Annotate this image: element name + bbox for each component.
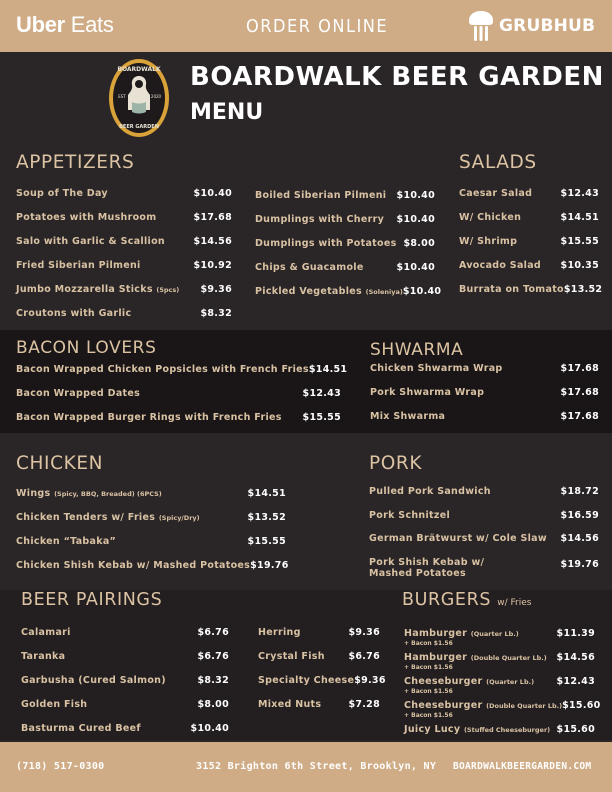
menu-item[interactable]: Chips & Guacamole $10.40 — [255, 262, 435, 273]
menu-item[interactable]: Mixed Nuts $7.28 — [258, 699, 380, 710]
menu-item[interactable]: Garbusha (Cured Salmon) $8.32 — [21, 675, 229, 686]
shwarma-title: SHWARMA — [370, 340, 464, 360]
bacon-lovers-title: BACON LOVERS — [16, 338, 157, 358]
restaurant-title: BOARDWALK BEER GARDEN — [190, 62, 604, 92]
menu-item[interactable]: Bacon Wrapped Dates $12.43 — [16, 388, 341, 399]
pork-title: PORK — [369, 453, 423, 474]
menu-item[interactable]: Dumplings with Potatoes $8.00 — [255, 238, 435, 249]
menu-item[interactable]: Chicken “Tabaka” $15.55 — [16, 536, 286, 547]
menu-item[interactable]: Soup of The Day $10.40 — [16, 188, 232, 199]
menu-item[interactable]: Chicken Tenders w/ Fries (Spicy/Dry) $13.52 — [16, 512, 286, 523]
menu-item[interactable]: Basturma Cured Beef $10.40 — [21, 723, 229, 734]
menu-item[interactable]: W/ Chicken $14.51 — [459, 212, 599, 223]
logo-top-text: BOARDWALK — [117, 66, 161, 73]
menu-item[interactable]: Mix Shwarma $17.68 — [370, 411, 599, 422]
appetizers-title: APPETIZERS — [16, 152, 135, 173]
menu-item[interactable]: Potatoes with Mushroom $17.68 — [16, 212, 232, 223]
grubhub-icon — [466, 9, 496, 43]
menu-item[interactable]: Pickled Vegetables (Soleniya) $10.40 — [255, 286, 442, 297]
menu-item[interactable]: Calamari $6.76 — [21, 627, 229, 638]
logo-year-text: 2020 — [150, 94, 162, 99]
menu-item[interactable]: Wings (Spicy, BBQ, Breaded) (6PCS) $14.51 — [16, 488, 286, 499]
menu-subtitle: MENU — [190, 100, 264, 125]
menu-item[interactable]: Specialty Cheese $9.36 — [258, 675, 386, 686]
menu-item[interactable]: Avocado Salad $10.35 — [459, 260, 599, 271]
website-link[interactable]: BOARDWALKBEERGARDEN.COM — [453, 761, 592, 772]
grubhub-logo[interactable] — [466, 9, 595, 43]
menu-item[interactable]: Jumbo Mozzarella Sticks (5pcs) $9.36 — [16, 284, 232, 295]
menu-item[interactable]: Pork Shish Kebab w/ Mashed Potatoes $19.76 — [369, 557, 599, 579]
menu-item[interactable]: Boiled Siberian Pilmeni $10.40 — [255, 190, 435, 201]
menu-item[interactable]: Taranka $6.76 — [21, 651, 229, 662]
menu-item[interactable]: Chicken Shish Kebab w/ Mashed Potatoes $19.76 — [16, 560, 289, 571]
menu-item[interactable]: Burrata on Tomato $13.52 — [459, 284, 603, 295]
beer-garden-logo — [108, 58, 170, 138]
menu-item[interactable]: Crystal Fish $6.76 — [258, 651, 380, 662]
menu-item[interactable]: W/ Shrimp $15.55 — [459, 236, 599, 247]
address: 3152 Brighton 6th Street, Brooklyn, NY — [196, 761, 437, 772]
menu-item[interactable]: Herring $9.36 — [258, 627, 380, 638]
uber-eats-logo[interactable]: Uber Eats — [16, 12, 114, 37]
menu-item[interactable]: Bacon Wrapped Burger Rings with French Fries $15.55 — [16, 412, 341, 423]
menu-item[interactable]: Pork Schnitzel $16.59 — [369, 510, 599, 521]
menu-item[interactable]: Hamburger (Double Quarter Lb.) + Bacon $1.56 $14.56 — [404, 652, 595, 671]
menu-item[interactable]: Cheeseburger (Quarter Lb.) + Bacon $1.56 $12.43 — [404, 676, 595, 695]
top-bar — [0, 0, 612, 52]
beer-pairings-title: BEER PAIRINGS — [21, 590, 163, 610]
burgers-title-note: w/ Fries — [497, 598, 532, 608]
menu-item[interactable]: Hamburger (Quarter Lb.) + Bacon $1.56 $11.39 — [404, 628, 595, 647]
menu-item[interactable]: Caesar Salad $12.43 — [459, 188, 599, 199]
menu-item[interactable]: German Brätwurst w/ Cole Slaw $14.56 — [369, 533, 599, 544]
order-online-label[interactable]: ORDER ONLINE — [246, 16, 389, 37]
menu-item[interactable]: Juicy Lucy (Stuffed Cheeseburger) $15.60 — [404, 724, 595, 735]
grubhub-wordmark: GRUBHUB — [499, 16, 596, 36]
burgers-title: BURGERS w/ Fries — [402, 590, 532, 610]
logo-bottom-text: BEER GARDEN — [119, 124, 159, 130]
salads-title: SALADS — [459, 152, 537, 173]
menu-item[interactable]: Dumplings with Cherry $10.40 — [255, 214, 435, 225]
menu-item[interactable]: Golden Fish $8.00 — [21, 699, 229, 710]
menu-item[interactable]: Bacon Wrapped Chicken Popsicles with French Fries $14.51 — [16, 364, 348, 375]
menu-item[interactable]: Salo with Garlic & Scallion $14.56 — [16, 236, 232, 247]
phone-number[interactable]: (718) 517-0300 — [16, 761, 105, 772]
menu-item[interactable]: Chicken Shwarma Wrap $17.68 — [370, 363, 599, 374]
menu-item[interactable]: Pulled Pork Sandwich $18.72 — [369, 486, 599, 497]
menu-item[interactable]: Cheeseburger (Double Quarter Lb.) + Bacon $1.56 $15.60 — [404, 700, 601, 719]
logo-est-text: EST — [118, 94, 126, 99]
chicken-title: CHICKEN — [16, 453, 104, 474]
footer-bar — [0, 742, 612, 792]
menu-item[interactable]: Croutons with Garlic $8.32 — [16, 308, 232, 319]
menu-item[interactable]: Pork Shwarma Wrap $17.68 — [370, 387, 599, 398]
menu-item[interactable]: Fried Siberian Pilmeni $10.92 — [16, 260, 232, 271]
